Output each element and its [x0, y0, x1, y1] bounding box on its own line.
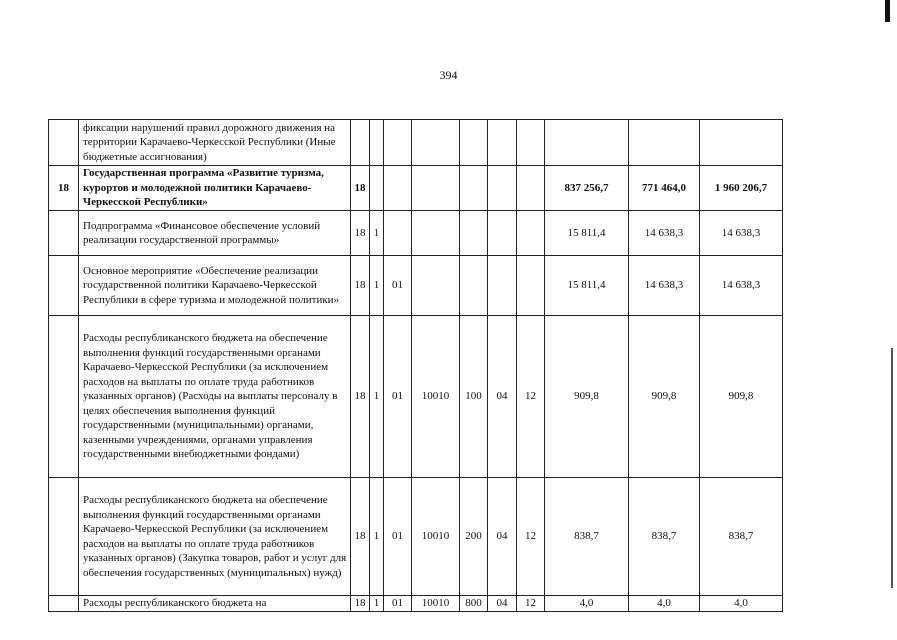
- row-name-cell: Расходы республиканского бюджета на: [79, 596, 351, 612]
- direction-code-cell: [412, 166, 460, 211]
- year2-amount-cell: 838,7: [629, 478, 700, 596]
- section-code-cell: 04: [488, 596, 517, 612]
- gp-code-cell: 18: [351, 478, 370, 596]
- gp-code-cell: 18: [351, 316, 370, 478]
- pp-code-cell: 1: [370, 256, 384, 316]
- row-name-cell: Расходы республиканского бюджета на обеспечение выполнения функций государственными органами Карачаево-Черкесской Республики (за исключением расходов на выплаты по оплате труда работников указанных органов) (Расходы на выплаты персоналу в целях обеспечения выполнения функций государственными (муниципальными) органами, казенными учреждениями, органами управления государственными внебюджетными фондами): [79, 316, 351, 478]
- budget-table: [48, 119, 783, 612]
- row-name-cell: Основное мероприятие «Обеспечение реализации государственной политики Карачаево-Черкесской Республики в сфере туризма и молодежной политики»: [79, 256, 351, 316]
- gp-code-cell: 18: [351, 596, 370, 612]
- expense-type-cell: [460, 166, 488, 211]
- subsection-code-cell: [517, 120, 545, 166]
- pp-code-cell: [370, 166, 384, 211]
- gp-code-cell: 18: [351, 166, 370, 211]
- expense-type-cell: [460, 120, 488, 166]
- year2-amount-cell: 14 638,3: [629, 256, 700, 316]
- expense-type-cell: 800: [460, 596, 488, 612]
- year1-amount-cell: 838,7: [545, 478, 629, 596]
- section-code-cell: [488, 166, 517, 211]
- section-code-cell: 04: [488, 478, 517, 596]
- section-code-cell: [488, 256, 517, 316]
- year3-amount-cell: 909,8: [700, 316, 783, 478]
- row-number-cell: [49, 316, 79, 478]
- year3-amount-cell: 4,0: [700, 596, 783, 612]
- table-row: [49, 256, 783, 316]
- om-code-cell: 01: [384, 478, 412, 596]
- table-row: [49, 478, 783, 596]
- expense-type-cell: 200: [460, 478, 488, 596]
- year3-amount-cell: 1 960 206,7: [700, 166, 783, 211]
- gp-code-cell: [351, 120, 370, 166]
- row-number-cell: [49, 120, 79, 166]
- direction-code-cell: [412, 120, 460, 166]
- om-code-cell: 01: [384, 256, 412, 316]
- year3-amount-cell: 14 638,3: [700, 211, 783, 256]
- row-number-cell: [49, 256, 79, 316]
- row-number-cell: [49, 596, 79, 612]
- gp-code-cell: 18: [351, 211, 370, 256]
- row-name-cell: Подпрограмма «Финансовое обеспечение условий реализации государственной программы»: [79, 211, 351, 256]
- subsection-code-cell: [517, 211, 545, 256]
- om-code-cell: [384, 166, 412, 211]
- om-code-cell: [384, 211, 412, 256]
- row-name-cell: Государственная программа «Развитие туризма, курортов и молодежной политики Карачаево-Черкесской Республики»: [79, 166, 351, 211]
- row-number-cell: [49, 478, 79, 596]
- year2-amount-cell: [629, 120, 700, 166]
- year2-amount-cell: 14 638,3: [629, 211, 700, 256]
- direction-code-cell: 10010: [412, 596, 460, 612]
- pp-code-cell: 1: [370, 596, 384, 612]
- year1-amount-cell: [545, 120, 629, 166]
- table-row: [49, 120, 783, 166]
- year1-amount-cell: 4,0: [545, 596, 629, 612]
- row-name-cell: фиксации нарушений правил дорожного движения на территории Карачаево-Черкесской Республики (Иные бюджетные ассигнования): [79, 120, 351, 166]
- year1-amount-cell: 15 811,4: [545, 211, 629, 256]
- scan-edge-mark: [885, 0, 890, 22]
- table-row: [49, 596, 783, 612]
- year2-amount-cell: 4,0: [629, 596, 700, 612]
- row-number-cell: [49, 211, 79, 256]
- expense-type-cell: 100: [460, 316, 488, 478]
- expense-type-cell: [460, 256, 488, 316]
- subsection-code-cell: [517, 166, 545, 211]
- section-code-cell: [488, 211, 517, 256]
- pp-code-cell: 1: [370, 478, 384, 596]
- pp-code-cell: 1: [370, 211, 384, 256]
- year1-amount-cell: 909,8: [545, 316, 629, 478]
- direction-code-cell: [412, 256, 460, 316]
- direction-code-cell: 10010: [412, 478, 460, 596]
- scan-side-mark: [891, 348, 893, 588]
- pp-code-cell: [370, 120, 384, 166]
- subsection-code-cell: 12: [517, 478, 545, 596]
- om-code-cell: 01: [384, 596, 412, 612]
- table-row: [49, 166, 783, 211]
- direction-code-cell: 10010: [412, 316, 460, 478]
- expense-type-cell: [460, 211, 488, 256]
- page-number: 394: [439, 68, 458, 82]
- direction-code-cell: [412, 211, 460, 256]
- year1-amount-cell: 837 256,7: [545, 166, 629, 211]
- table-row: [49, 316, 783, 478]
- subsection-code-cell: [517, 256, 545, 316]
- year3-amount-cell: 838,7: [700, 478, 783, 596]
- section-code-cell: [488, 120, 517, 166]
- pp-code-cell: 1: [370, 316, 384, 478]
- year2-amount-cell: 771 464,0: [629, 166, 700, 211]
- row-name-cell: Расходы республиканского бюджета на обеспечение выполнения функций государственными органами Карачаево-Черкесской Республики (за исключением расходов на выплаты по оплате труда работников указанных органов) (Закупка товаров, работ и услуг для обеспечения государственных (муниципальных) нужд): [79, 478, 351, 596]
- year1-amount-cell: 15 811,4: [545, 256, 629, 316]
- table-row: [49, 211, 783, 256]
- subsection-code-cell: 12: [517, 596, 545, 612]
- om-code-cell: [384, 120, 412, 166]
- gp-code-cell: 18: [351, 256, 370, 316]
- year3-amount-cell: [700, 120, 783, 166]
- row-number-cell: 18: [49, 166, 79, 211]
- om-code-cell: 01: [384, 316, 412, 478]
- year2-amount-cell: 909,8: [629, 316, 700, 478]
- subsection-code-cell: 12: [517, 316, 545, 478]
- section-code-cell: 04: [488, 316, 517, 478]
- year3-amount-cell: 14 638,3: [700, 256, 783, 316]
